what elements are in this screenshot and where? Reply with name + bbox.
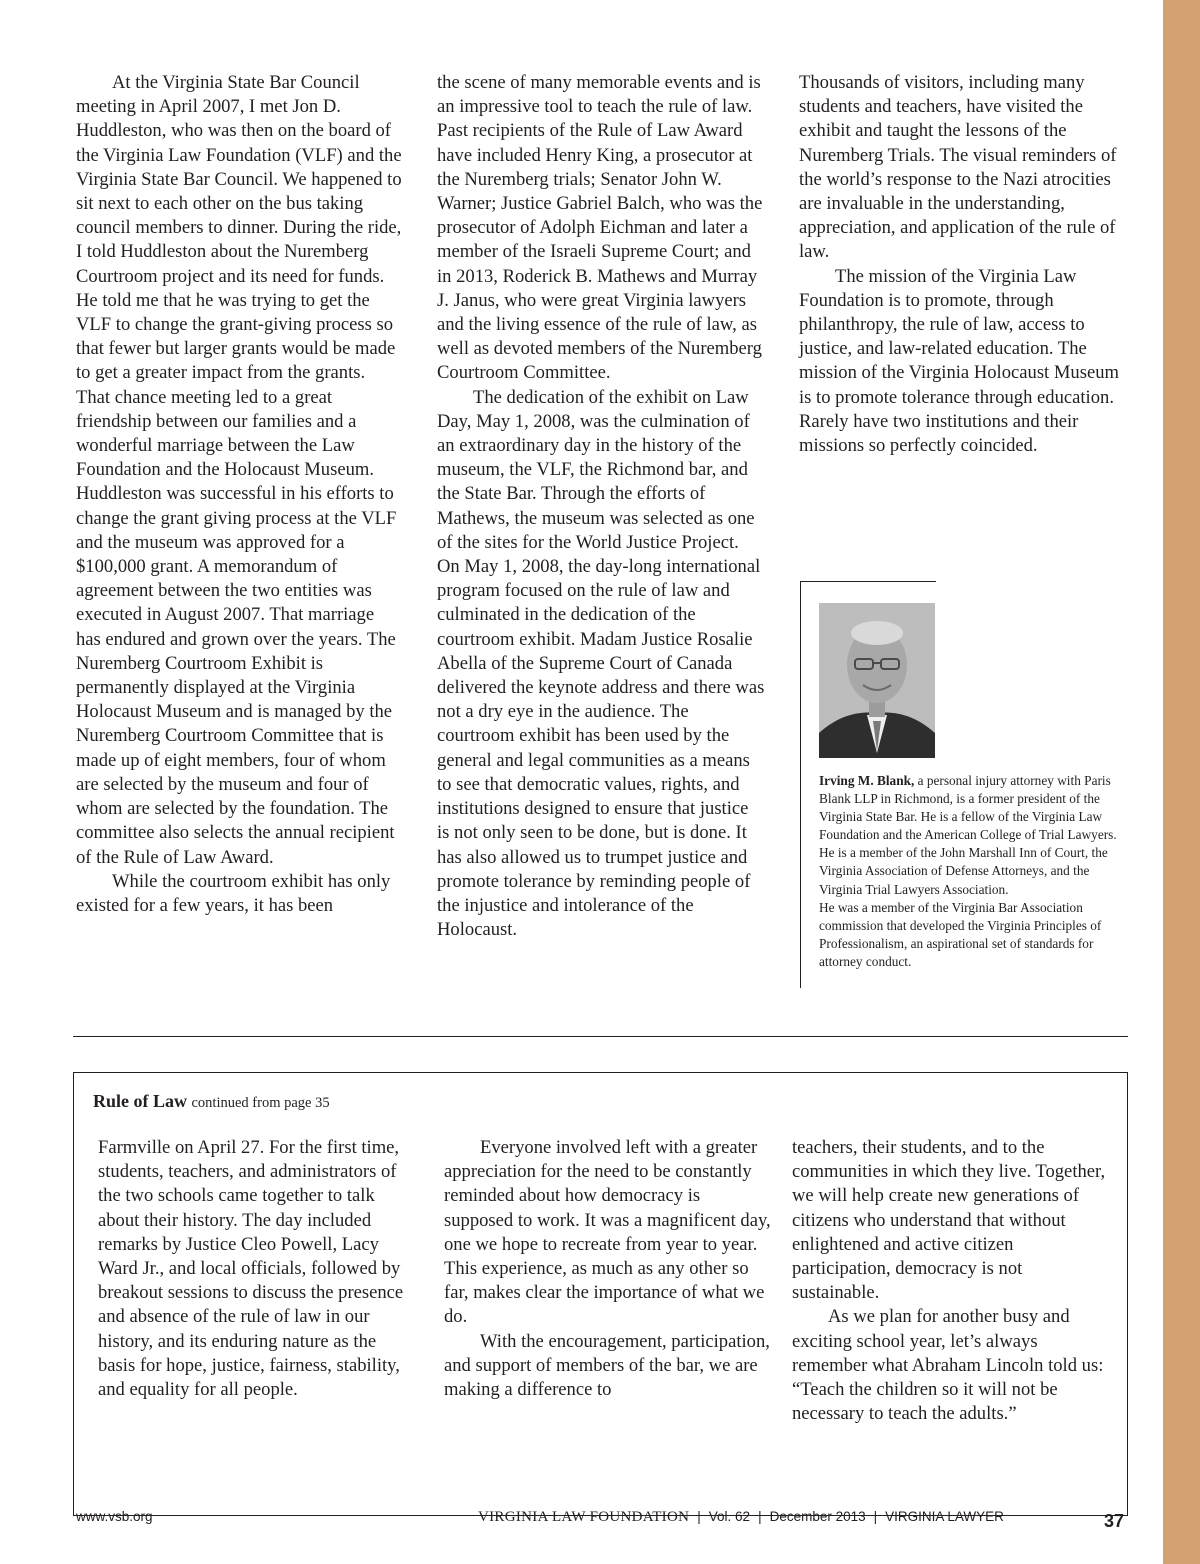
paragraph: The mission of the Virginia Law Foundation is to promote, through philanthropy, the rule of law, access to justice, and law-related education. The mission of the Virginia Holocaust Museum is to promote tolerance through education. Rarely have two institutions and their missions so perfectly coincided. [799,265,1119,457]
accent-side-band [1163,0,1200,1564]
author-name: Irving M. Blank, [819,773,915,788]
footer-magazine: VIRGINIA LAWYER [885,1509,1004,1524]
paragraph: At the Virginia State Bar Council meeting in April 2007, I met Jon D. Huddleston, who was then on the board of the Virginia Law Foundation (VLF) and the Virginia State Bar Council. We happened to sit next to each other on the bus taking council members to dinner. During the ride, I told Huddleston about the Nuremberg Courtroom project and its need for funds. He told me that he was trying to get the VLF to change the grant-giving process so that fewer but larger grants would be made to get a greater impact from the grants. That chance meeting led to a great friendship between our families and a wonderful marriage between the Law Foundation and the Holocaust Museum. Huddleston was successful in his efforts to change the grant giving process at the VLF and the museum was approved for a $100,000 grant. A memorandum of agreement between the two entities was executed in August 2007. That marriage has endured and grown over the years. The Nuremberg Courtroom Exhibit is permanently displayed at the Virginia Holocaust Museum and is managed by the Nuremberg Courtroom Committee that is made up of eight members, four of whom are selected by the museum and four of whom are selected by the foundation. The committee also selects the annual recipient of the Rule of Law Award. [76,72,402,868]
article-column-2 [437,71,765,942]
footer-date: December 2013 [769,1509,866,1524]
bio-divider-top [800,581,936,582]
paragraph: Farmville on April 27. For the first time, students, teachers, and administrators of the two schools came together to talk about their history. The day included remarks by Justice Cleo Powell, Lacy Ward Jr., and local officials, followed by breakout sessions to discuss the presence and absence of the rule of law in our history, and its enduring nature as the basis for hope, justice, fairness, stability, and equality for all people. [98,1137,404,1401]
paragraph: With the encouragement, participation, and support of members of the bar, we are making a difference to [444,1330,770,1401]
box-column-3 [792,1136,1114,1426]
footer-url: www.vsb.org [76,1509,153,1524]
author-photo [819,603,935,758]
author-bio [819,772,1125,971]
continued-title: Rule of Law [93,1091,187,1111]
paragraph: Thousands of visitors, including many students and teachers, have visited the exhibit and taught the lessons of the Nuremberg Trials. The visual reminders of the world’s response to the Nazi atrocities are invaluable in the understanding, appreciation, and application of the rule of law. [799,72,1117,263]
article-column-1 [76,71,402,918]
paragraph: teachers, their students, and to the communities in which they live. Together, we will help create new generations of citizens who understand that without enlightened and active citizen participation, democracy is not sustainable. [792,1137,1106,1304]
paragraph: the scene of many memorable events and is an impressive tool to teach the rule of law. Past recipients of the Rule of Law Award have included Henry King, a prosecutor at the Nuremberg trials; Senator John W. Warner; Justice Gabriel Balch, who was the prosecutor of Adolph Eichman and later a member of the Israeli Supreme Court; and in 2013, Roderick B. Mathews and Murray J. Janus, who were great Virginia lawyers and the living essence of the rule of law, as well as devoted members of the Nuremberg Courtroom Committee. [437,72,763,384]
author-portrait-image [819,603,935,758]
article-column-3 [799,71,1129,458]
box-column-1 [98,1136,416,1402]
paragraph: As we plan for another busy and exciting school year, let’s always remember what Abraham Lincoln told us: “Teach the children so it will not be necessary to teach the adults.” [792,1306,1104,1425]
footer-foundation: VIRGINIA LAW FOUNDATION [478,1509,690,1525]
section-divider [73,1036,1128,1037]
author-bio-text-2: He was a member of the Virginia Bar Association commission that developed the Virginia Principles of Professionalism, an aspirational set of standards for attorney conduct. [819,899,1102,969]
box-column-2 [444,1136,772,1402]
author-bio-text: a personal injury attorney with Paris Blank LLP in Richmond, is a former president of the Virginia State Bar. He is a fellow of the Virginia Law Foundation and the American College of Trial Lawyers. He is a member of the John Marshall Inn of Court, the Virginia Association of Defense Attorneys, and the Virginia Trial Lawyers Association. [819,773,1117,897]
continued-from-note: continued from page 35 [191,1095,330,1111]
bio-divider-left [800,582,801,988]
paragraph: The dedication of the exhibit on Law Day, May 1, 2008, was the culmination of an extraordinary day in the history of the museum, the VLF, the Richmond bar, and the State Bar. Through the efforts of Mathews, the museum was selected as one of the sites for the World Justice Project. On May 1, 2008, the day-long international program focused on the rule of law and culminated in the dedication of the courtroom exhibit. Madam Justice Rosalie Abella of the Supreme Court of Canada delivered the keynote address and there was not a dry eye in the audience. The courtroom exhibit has been used by the general and legal communities as a means to see that democratic values, rights, and institutions designed to ensure that justice is not only seen to be done, but is done. It has also allowed us to trumpet justice and promote tolerance by reminding people of the injustice and intolerance of the Holocaust. [437,386,765,941]
paragraph: Everyone involved left with a greater appreciation for the need to be constantly reminded about how democracy is supposed to work. It was a magnificent day, one we hope to recreate from year to year. This experience, as much as any other so far, makes clear the importance of what we do. [444,1137,771,1328]
footer-volume: Vol. 62 [708,1509,751,1524]
page-number: 37 [1104,1511,1125,1531]
paragraph: While the courtroom exhibit has only existed for a few years, it has been [76,870,391,916]
continued-article-heading [93,1089,330,1115]
footer-publication: VIRGINIA LAW FOUNDATION | Vol. 62 | December 2013 | VIRGINIA LAWYER [478,1509,1004,1525]
